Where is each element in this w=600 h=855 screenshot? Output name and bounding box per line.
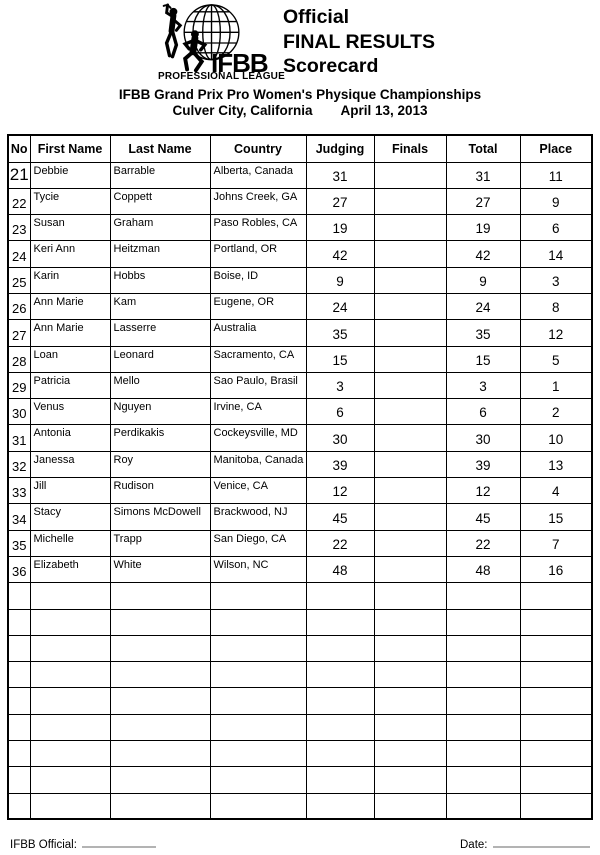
empty-cell — [306, 793, 374, 819]
empty-cell — [8, 609, 30, 635]
empty-cell — [374, 635, 446, 661]
empty-cell — [110, 688, 210, 714]
results-table — [7, 134, 593, 820]
cell-total: 42 — [446, 241, 520, 267]
title-line-final-results: FINAL RESULTS — [283, 30, 436, 53]
empty-row — [8, 767, 592, 793]
cell-judging: 30 — [306, 425, 374, 451]
cell-total: 31 — [446, 162, 520, 188]
cell-last: Hobbs — [110, 267, 210, 293]
empty-cell — [520, 662, 592, 688]
cell-judging: 19 — [306, 215, 374, 241]
empty-row — [8, 688, 592, 714]
cell-country: San Diego, CA — [210, 530, 306, 556]
empty-cell — [306, 662, 374, 688]
empty-cell — [210, 767, 306, 793]
empty-cell — [374, 793, 446, 819]
cell-judging: 22 — [306, 530, 374, 556]
empty-cell — [306, 767, 374, 793]
col-header-no: No — [8, 135, 30, 162]
cell-place: 5 — [520, 346, 592, 372]
empty-cell — [306, 583, 374, 609]
table-row — [8, 188, 592, 214]
empty-cell — [30, 662, 110, 688]
cell-finals — [374, 293, 446, 319]
col-header-total: Total — [446, 135, 520, 162]
cell-last: Leonard — [110, 346, 210, 372]
empty-row — [8, 609, 592, 635]
cell-last: Roy — [110, 451, 210, 477]
cell-first: Loan — [30, 346, 110, 372]
cell-country: Sao Paulo, Brasil — [210, 372, 306, 398]
event-date: April 13, 2013 — [340, 103, 428, 118]
cell-last: Simons McDowell — [110, 504, 210, 530]
official-label: IFBB Official: — [10, 839, 77, 851]
cell-first: Elizabeth — [30, 556, 110, 582]
cell-finals — [374, 504, 446, 530]
empty-cell — [446, 793, 520, 819]
table-row — [8, 267, 592, 293]
document-title-block — [283, 5, 435, 79]
cell-finals — [374, 425, 446, 451]
empty-cell — [446, 635, 520, 661]
empty-cell — [446, 688, 520, 714]
cell-judging: 27 — [306, 188, 374, 214]
cell-place: 16 — [520, 556, 592, 582]
empty-row — [8, 583, 592, 609]
empty-row — [8, 662, 592, 688]
cell-last: Nguyen — [110, 399, 210, 425]
cell-finals — [374, 372, 446, 398]
cell-no: 24 — [8, 241, 30, 267]
cell-no: 29 — [8, 372, 30, 398]
event-location: Culver City, California — [172, 103, 313, 118]
empty-cell — [210, 714, 306, 740]
cell-last: Barrable — [110, 162, 210, 188]
cell-total: 19 — [446, 215, 520, 241]
cell-country: Irvine, CA — [210, 399, 306, 425]
date-signature-line — [493, 836, 590, 848]
cell-first: Stacy — [30, 504, 110, 530]
cell-finals — [374, 346, 446, 372]
cell-finals — [374, 215, 446, 241]
cell-no: 26 — [8, 293, 30, 319]
table-row — [8, 293, 592, 319]
col-header-place: Place — [520, 135, 592, 162]
cell-place: 13 — [520, 451, 592, 477]
cell-no: 28 — [8, 346, 30, 372]
cell-finals — [374, 188, 446, 214]
cell-country: Australia — [210, 320, 306, 346]
cell-country: Alberta, Canada — [210, 162, 306, 188]
cell-first: Susan — [30, 215, 110, 241]
cell-first: Venus — [30, 399, 110, 425]
empty-cell — [30, 635, 110, 661]
cell-judging: 42 — [306, 241, 374, 267]
cell-judging: 24 — [306, 293, 374, 319]
cell-first: Patricia — [30, 372, 110, 398]
empty-cell — [520, 688, 592, 714]
cell-country: Paso Robles, CA — [210, 215, 306, 241]
cell-country: Brackwood, NJ — [210, 504, 306, 530]
cell-country: Wilson, NC — [210, 556, 306, 582]
empty-cell — [110, 635, 210, 661]
empty-cell — [374, 688, 446, 714]
cell-no: 36 — [8, 556, 30, 582]
event-subtitle — [0, 103, 600, 118]
empty-cell — [30, 583, 110, 609]
empty-cell — [520, 714, 592, 740]
cell-total: 22 — [446, 530, 520, 556]
cell-finals — [374, 451, 446, 477]
date-label: Date: — [460, 839, 488, 851]
cell-first: Janessa — [30, 451, 110, 477]
cell-no: 35 — [8, 530, 30, 556]
cell-finals — [374, 399, 446, 425]
table-header-row — [8, 135, 592, 162]
cell-place: 4 — [520, 478, 592, 504]
cell-total: 48 — [446, 556, 520, 582]
cell-judging: 45 — [306, 504, 374, 530]
cell-last: Heitzman — [110, 241, 210, 267]
empty-cell — [8, 767, 30, 793]
empty-cell — [520, 583, 592, 609]
cell-no: 25 — [8, 267, 30, 293]
cell-last: Mello — [110, 372, 210, 398]
cell-country: Eugene, OR — [210, 293, 306, 319]
empty-cell — [374, 609, 446, 635]
cell-no: 34 — [8, 504, 30, 530]
empty-cell — [30, 609, 110, 635]
cell-finals — [374, 267, 446, 293]
empty-cell — [306, 688, 374, 714]
table-row — [8, 451, 592, 477]
cell-place: 2 — [520, 399, 592, 425]
empty-cell — [374, 583, 446, 609]
cell-total: 15 — [446, 346, 520, 372]
cell-total: 30 — [446, 425, 520, 451]
ifbb-logo-league-text: PROFESSIONAL LEAGUE — [158, 71, 285, 82]
cell-total: 24 — [446, 293, 520, 319]
cell-place: 14 — [520, 241, 592, 267]
cell-country: Venice, CA — [210, 478, 306, 504]
empty-cell — [210, 793, 306, 819]
cell-finals — [374, 478, 446, 504]
table-row — [8, 346, 592, 372]
cell-total: 35 — [446, 320, 520, 346]
empty-cell — [8, 714, 30, 740]
cell-first: Jill — [30, 478, 110, 504]
cell-no: 22 — [8, 188, 30, 214]
empty-cell — [374, 662, 446, 688]
cell-first: Ann Marie — [30, 320, 110, 346]
col-header-last-name: Last Name — [110, 135, 210, 162]
cell-judging: 48 — [306, 556, 374, 582]
cell-country: Cockeysville, MD — [210, 425, 306, 451]
empty-cell — [210, 609, 306, 635]
cell-total: 12 — [446, 478, 520, 504]
empty-cell — [210, 583, 306, 609]
cell-country: Boise, ID — [210, 267, 306, 293]
empty-cell — [8, 635, 30, 661]
empty-cell — [306, 635, 374, 661]
empty-cell — [110, 609, 210, 635]
empty-cell — [306, 714, 374, 740]
cell-place: 7 — [520, 530, 592, 556]
title-line-scorecard: Scorecard — [283, 55, 379, 77]
empty-row — [8, 793, 592, 819]
cell-judging: 15 — [306, 346, 374, 372]
empty-cell — [520, 741, 592, 767]
empty-cell — [374, 714, 446, 740]
cell-last: Coppett — [110, 188, 210, 214]
title-line-official: Official — [283, 6, 350, 28]
cell-last: Kam — [110, 293, 210, 319]
cell-finals — [374, 162, 446, 188]
official-signature-line — [82, 836, 156, 848]
cell-no: 32 — [8, 451, 30, 477]
empty-cell — [520, 793, 592, 819]
cell-place: 6 — [520, 215, 592, 241]
cell-total: 45 — [446, 504, 520, 530]
col-header-finals: Finals — [374, 135, 446, 162]
cell-no: 30 — [8, 399, 30, 425]
date-signature-block — [460, 836, 590, 851]
empty-cell — [374, 767, 446, 793]
cell-finals — [374, 556, 446, 582]
cell-first: Karin — [30, 267, 110, 293]
table-row — [8, 320, 592, 346]
table-row — [8, 556, 592, 582]
empty-cell — [8, 662, 30, 688]
table-row — [8, 504, 592, 530]
table-row — [8, 372, 592, 398]
col-header-country: Country — [210, 135, 306, 162]
cell-country: Portland, OR — [210, 241, 306, 267]
cell-place: 12 — [520, 320, 592, 346]
empty-cell — [446, 741, 520, 767]
empty-row — [8, 635, 592, 661]
table-row — [8, 241, 592, 267]
empty-cell — [306, 741, 374, 767]
cell-total: 27 — [446, 188, 520, 214]
empty-cell — [210, 688, 306, 714]
cell-first: Keri Ann — [30, 241, 110, 267]
cell-place: 10 — [520, 425, 592, 451]
empty-cell — [446, 583, 520, 609]
cell-country: Manitoba, Canada — [210, 451, 306, 477]
empty-cell — [210, 662, 306, 688]
empty-cell — [520, 635, 592, 661]
empty-cell — [30, 793, 110, 819]
table-row — [8, 162, 592, 188]
table-row — [8, 530, 592, 556]
empty-cell — [110, 741, 210, 767]
cell-first: Michelle — [30, 530, 110, 556]
cell-last: Lasserre — [110, 320, 210, 346]
cell-judging: 35 — [306, 320, 374, 346]
empty-cell — [306, 609, 374, 635]
cell-total: 3 — [446, 372, 520, 398]
cell-last: Trapp — [110, 530, 210, 556]
cell-first: Tycie — [30, 188, 110, 214]
empty-row — [8, 741, 592, 767]
empty-cell — [210, 741, 306, 767]
empty-cell — [30, 767, 110, 793]
cell-total: 6 — [446, 399, 520, 425]
cell-no: 23 — [8, 215, 30, 241]
cell-place: 11 — [520, 162, 592, 188]
empty-cell — [30, 741, 110, 767]
empty-cell — [110, 583, 210, 609]
cell-judging: 3 — [306, 372, 374, 398]
cell-finals — [374, 320, 446, 346]
empty-cell — [8, 741, 30, 767]
cell-first: Antonia — [30, 425, 110, 451]
empty-cell — [110, 714, 210, 740]
table-row — [8, 478, 592, 504]
empty-cell — [110, 662, 210, 688]
cell-last: White — [110, 556, 210, 582]
empty-cell — [210, 635, 306, 661]
cell-place: 9 — [520, 188, 592, 214]
empty-cell — [110, 793, 210, 819]
cell-place: 15 — [520, 504, 592, 530]
empty-cell — [8, 583, 30, 609]
col-header-judging: Judging — [306, 135, 374, 162]
cell-last: Rudison — [110, 478, 210, 504]
empty-cell — [374, 741, 446, 767]
cell-no: 27 — [8, 320, 30, 346]
empty-cell — [446, 767, 520, 793]
cell-finals — [374, 241, 446, 267]
cell-country: Johns Creek, GA — [210, 188, 306, 214]
cell-place: 3 — [520, 267, 592, 293]
cell-no: 31 — [8, 425, 30, 451]
cell-place: 1 — [520, 372, 592, 398]
ifbb-logo-text: IFBB — [211, 48, 268, 78]
official-signature-block — [10, 836, 156, 851]
empty-cell — [520, 609, 592, 635]
empty-cell — [446, 662, 520, 688]
empty-cell — [30, 714, 110, 740]
cell-judging: 6 — [306, 399, 374, 425]
event-title: IFBB Grand Prix Pro Women's Physique Championships — [118, 87, 482, 102]
col-header-first-name: First Name — [30, 135, 110, 162]
cell-judging: 9 — [306, 267, 374, 293]
cell-judging: 31 — [306, 162, 374, 188]
cell-country: Sacramento, CA — [210, 346, 306, 372]
cell-place: 8 — [520, 293, 592, 319]
cell-judging: 39 — [306, 451, 374, 477]
cell-finals — [374, 530, 446, 556]
empty-cell — [446, 609, 520, 635]
cell-total: 9 — [446, 267, 520, 293]
empty-cell — [30, 688, 110, 714]
cell-first: Debbie — [30, 162, 110, 188]
empty-cell — [8, 688, 30, 714]
cell-judging: 12 — [306, 478, 374, 504]
empty-cell — [446, 714, 520, 740]
empty-cell — [520, 767, 592, 793]
empty-cell — [8, 793, 30, 819]
table-row — [8, 215, 592, 241]
cell-first: Ann Marie — [30, 293, 110, 319]
cell-total: 39 — [446, 451, 520, 477]
empty-cell — [110, 767, 210, 793]
table-row — [8, 425, 592, 451]
cell-last: Perdikakis — [110, 425, 210, 451]
cell-no: 21 — [8, 162, 30, 188]
cell-last: Graham — [110, 215, 210, 241]
table-row — [8, 399, 592, 425]
empty-row — [8, 714, 592, 740]
cell-no: 33 — [8, 478, 30, 504]
